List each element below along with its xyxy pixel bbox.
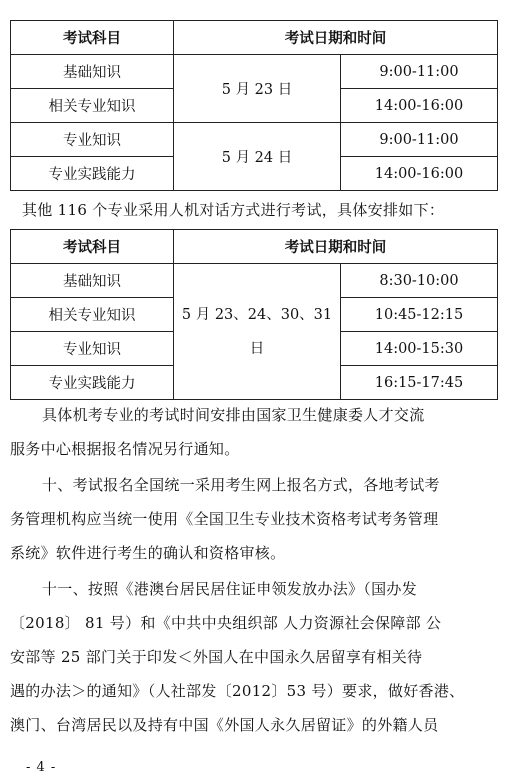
- text-line: 系统》软件进行考生的确认和资格审核。: [10, 544, 286, 562]
- text-line: 〔2018〕 81 号）和《中共中央组织部 人力资源社会保障部 公: [10, 614, 442, 632]
- text-line: 安部等 25 部门关于印发＜外国人在中国永久居留享有相关待: [10, 648, 423, 666]
- subject-cell: 专业实践能力: [11, 366, 174, 400]
- exam-schedule-table-2: [10, 229, 498, 400]
- date-cell: [174, 264, 341, 400]
- text-line: 服务中心根据报名情况另行通知。: [10, 440, 240, 458]
- text-line: 具体机考专业的考试时间安排由国家卫生健康委人才交流: [42, 406, 425, 424]
- table-header-row: [11, 21, 498, 55]
- header-datetime: 考试日期和时间: [174, 230, 498, 264]
- time-cell: 14:00-16:00: [341, 89, 498, 123]
- time-cell: 10:45-12:15: [341, 298, 498, 332]
- header-datetime: 考试日期和时间: [174, 21, 498, 55]
- subject-cell: 相关专业知识: [11, 89, 174, 123]
- table-header-row: [11, 230, 498, 264]
- table-row: [11, 123, 498, 157]
- subject-cell: 相关专业知识: [11, 298, 174, 332]
- text-line: 务管理机构应当统一使用《全国卫生专业技术资格考试考务管理: [10, 510, 439, 528]
- subject-cell: 基础知识: [11, 264, 174, 298]
- header-subject: 考试科目: [11, 21, 174, 55]
- date-cell: 5 月 23 日: [174, 55, 341, 123]
- machine-exam-note-paragraph: [10, 398, 500, 466]
- time-cell: 14:00-16:00: [341, 157, 498, 191]
- time-cell: 9:00-11:00: [341, 55, 498, 89]
- subject-cell: 专业知识: [11, 332, 174, 366]
- intro-paragraph: 其他 116 个专业采用人机对话方式进行考试，具体安排如下：: [22, 201, 445, 219]
- header-subject: 考试科目: [11, 230, 174, 264]
- text-line: 十一、按照《港澳台居民居住证申领发放办法》（国办发: [42, 580, 418, 598]
- subject-cell: 专业实践能力: [11, 157, 174, 191]
- date-cell: 5 月 24 日: [174, 123, 341, 191]
- date-line: 5 月 23、24、30、31: [181, 306, 333, 323]
- table-row: [11, 264, 498, 298]
- subject-cell: 专业知识: [11, 123, 174, 157]
- section-10-paragraph: [10, 468, 500, 570]
- time-cell: 16:15-17:45: [341, 366, 498, 400]
- exam-schedule-table-1: [10, 20, 498, 191]
- time-cell: 14:00-15:30: [341, 332, 498, 366]
- page-number: - 4 -: [26, 760, 57, 775]
- date-line: 日: [249, 340, 265, 357]
- section-11-paragraph: [10, 572, 500, 742]
- time-cell: 9:00-11:00: [341, 123, 498, 157]
- text-line: 澳门、台湾居民以及持有中国《外国人永久居留证》的外籍人员: [10, 716, 439, 734]
- time-cell: 8:30-10:00: [341, 264, 498, 298]
- text-line: 十、考试报名全国统一采用考生网上报名方式，各地考试考: [42, 476, 440, 494]
- text-line: 遇的办法＞的通知》（人社部发〔2012〕53 号）要求，做好香港、: [10, 682, 465, 700]
- subject-cell: 基础知识: [11, 55, 174, 89]
- table-row: [11, 55, 498, 89]
